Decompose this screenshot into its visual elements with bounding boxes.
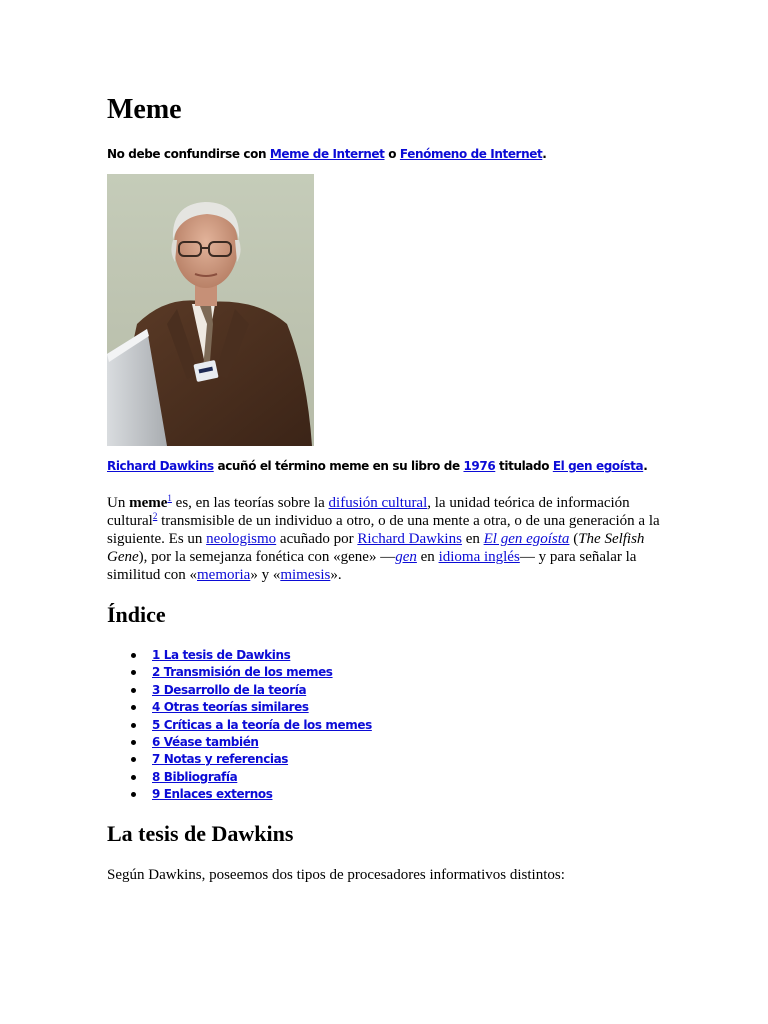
toc-label: Desarrollo de la teoría: [159, 682, 307, 697]
toc-link[interactable]: [152, 648, 290, 662]
toc-label: Transmisión de los memes: [159, 665, 333, 680]
hatnote: [107, 146, 546, 162]
intro-text: ), por la semejanza fonética con «gene» —: [138, 549, 396, 565]
link-el-gen-egoista[interactable]: El gen egoísta: [483, 531, 570, 547]
footnote-link-1[interactable]: 1: [167, 493, 172, 503]
hatnote-suffix: .: [542, 147, 547, 161]
toc-number: 7: [152, 752, 160, 767]
page-title: Meme: [107, 94, 182, 125]
link-mimesis[interactable]: mimesis: [280, 567, 331, 583]
toc-label: Enlaces externos: [159, 787, 273, 802]
section-heading-la-tesis-de-dawkins: La tesis de Dawkins: [107, 821, 294, 846]
intro-text: , la unidad teórica de información cultural: [107, 495, 630, 529]
toc-number: 9: [152, 787, 160, 802]
bullet-icon: [131, 723, 136, 728]
bullet-icon: [131, 688, 136, 693]
toc-number: 8: [152, 769, 160, 784]
bullet-icon: [131, 740, 136, 745]
toc-label: Véase también: [159, 734, 259, 749]
table-of-contents: [107, 647, 372, 804]
link-richard-dawkins[interactable]: Richard Dawkins: [357, 531, 462, 547]
toc-link[interactable]: [152, 683, 306, 697]
toc-number: 5: [152, 717, 160, 732]
toc-number: 4: [152, 700, 160, 715]
intro-paragraph: [107, 494, 667, 584]
caption-text: acuñó el término meme en su libro de: [213, 459, 464, 473]
bullet-icon: [131, 757, 136, 762]
footnote-link-2[interactable]: 2: [152, 511, 158, 521]
bullet-icon: [131, 775, 136, 780]
toc-link[interactable]: [152, 718, 372, 732]
link-fenomeno-de-internet[interactable]: Fenómeno de Internet: [399, 147, 543, 161]
bullet-icon: [131, 653, 136, 658]
bullet-icon: [131, 705, 136, 710]
hatnote-middle: o: [384, 147, 400, 161]
toc-label: Notas y referencias: [159, 752, 289, 767]
link-memoria[interactable]: memoria: [197, 567, 251, 583]
toc-number: 2: [152, 665, 160, 680]
toc-item: [107, 699, 372, 716]
link-gen[interactable]: gen: [395, 549, 417, 565]
link-meme-de-internet[interactable]: Meme de Internet: [269, 147, 385, 161]
toc-link[interactable]: [152, 787, 272, 801]
toc-number: 1: [152, 648, 160, 662]
toc-label: Otras teorías similares: [159, 700, 309, 715]
toc-item: [107, 769, 372, 786]
bullet-icon: [131, 792, 136, 797]
bullet-icon: [131, 670, 136, 675]
toc-link[interactable]: [152, 735, 259, 749]
toc-label: Críticas a la teoría de los memes: [159, 717, 372, 732]
intro-text: » y «: [250, 567, 281, 583]
intro-text: transmisible de un individuo a otro, o de una mente a otra, o de una generación a la siguiente. Es un: [107, 513, 660, 547]
caption-link-1976[interactable]: 1976: [463, 459, 496, 473]
dawkins-portrait-image[interactable]: [107, 174, 314, 446]
toc-item: [107, 751, 372, 768]
intro-text: ».: [330, 567, 342, 583]
toc-number: 3: [152, 682, 160, 697]
image-caption: [107, 458, 647, 474]
toc-heading: Índice: [107, 602, 166, 627]
toc-item: [107, 786, 372, 803]
link-idioma-ingles[interactable]: idioma inglés: [438, 549, 520, 565]
toc-item: [107, 647, 372, 664]
intro-text: en: [461, 531, 484, 547]
toc-link[interactable]: [152, 770, 237, 784]
toc-link[interactable]: [152, 700, 309, 714]
intro-italic-title: The Selfish Gene: [107, 531, 645, 565]
toc-item: [107, 717, 372, 734]
caption-text: .: [643, 459, 648, 473]
link-difusion-cultural[interactable]: difusión cultural: [328, 495, 428, 511]
caption-link-richard-dawkins[interactable]: Richard Dawkins: [107, 459, 214, 473]
toc-item: [107, 682, 372, 699]
toc-link[interactable]: [152, 752, 288, 766]
intro-text: — y para señalar la similitud con «: [107, 549, 637, 583]
section-paragraph: Según Dawkins, poseemos dos tipos de procesadores informativos distintos:: [107, 867, 565, 883]
caption-text: titulado: [495, 459, 553, 473]
intro-text: (: [569, 531, 579, 547]
toc-label: Bibliografía: [159, 769, 238, 784]
hatnote-prefix: No debe confundirse con: [107, 147, 270, 161]
toc-item: [107, 664, 372, 681]
toc-label: La tesis de Dawkins: [159, 648, 291, 662]
intro-text: Un: [107, 495, 130, 511]
intro-bold-term: meme: [129, 495, 168, 511]
intro-text: acuñado por: [276, 531, 358, 547]
link-neologismo[interactable]: neologismo: [206, 531, 277, 547]
toc-item: [107, 734, 372, 751]
toc-link[interactable]: [152, 665, 333, 679]
caption-link-el-gen-egoista[interactable]: El gen egoísta: [552, 459, 644, 473]
toc-number: 6: [152, 734, 160, 749]
intro-text: en: [416, 549, 439, 565]
intro-text: es, en las teorías sobre la: [171, 495, 329, 511]
